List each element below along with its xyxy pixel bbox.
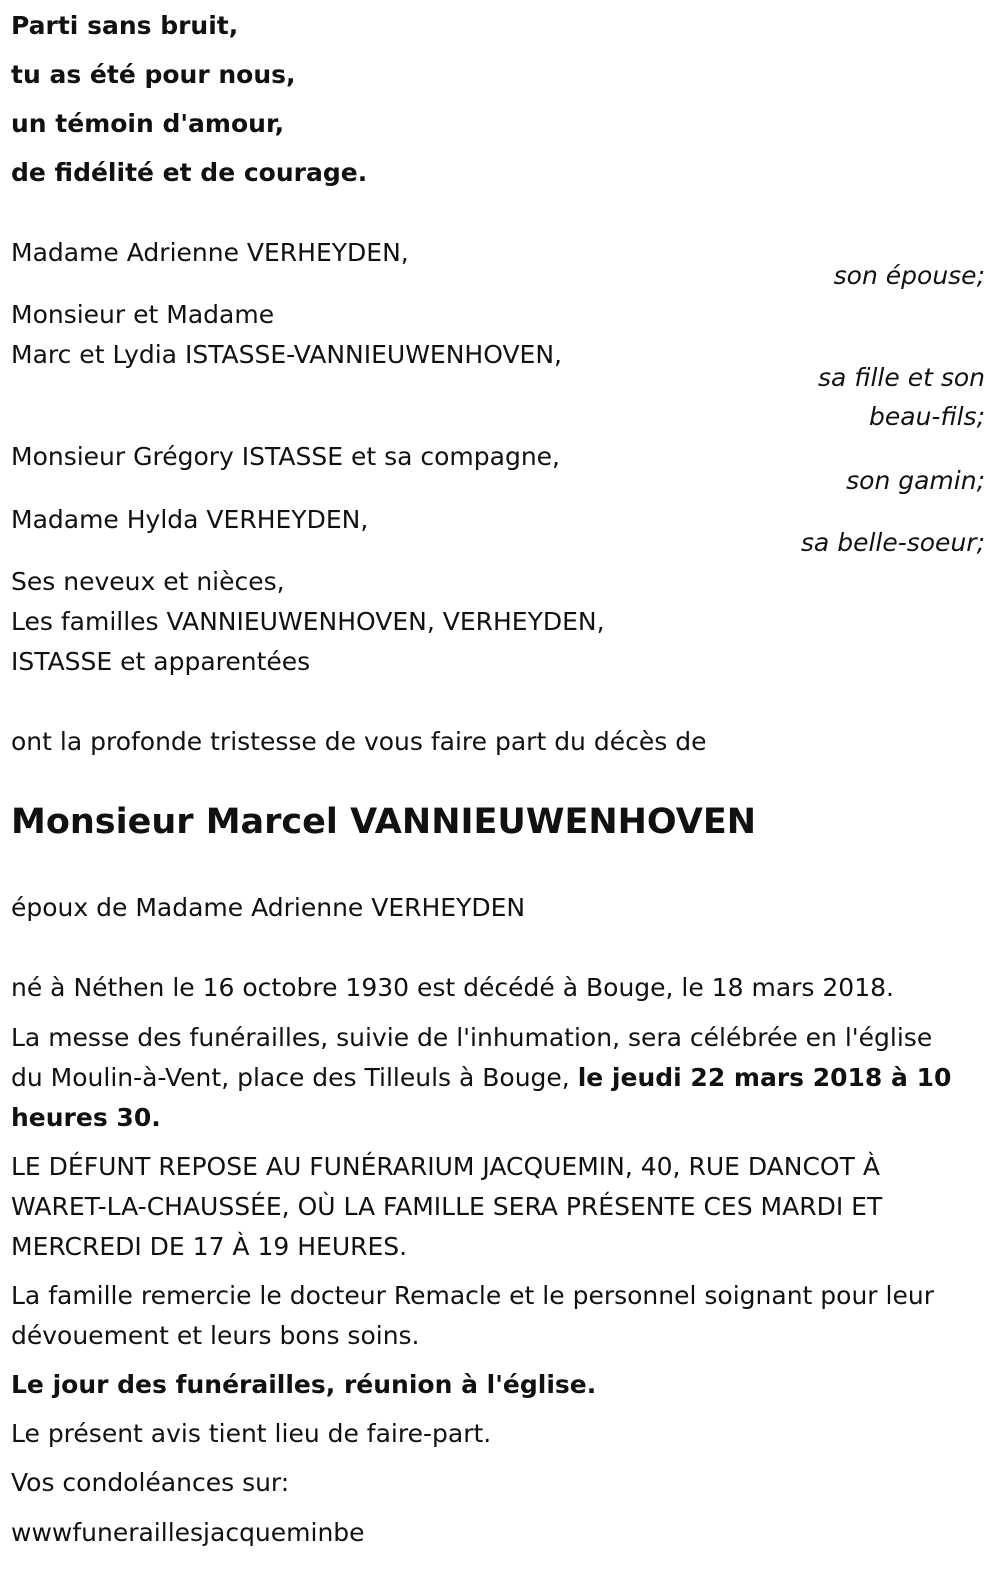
notice-line: Le présent avis tient lieu de faire-part.: [11, 1419, 492, 1448]
family-name-5c: ISTASSE et apparentées: [11, 647, 311, 676]
family-name-4: Madame Hylda VERHEYDEN,: [11, 505, 369, 534]
family-relation-4: sa belle-soeur;: [800, 528, 985, 557]
thanks-paragraph: La famille remercie le docteur Remacle et le personnel soignant pour leur dévouement et leurs bons soins.: [11, 1281, 934, 1350]
family-name-1: Madame Adrienne VERHEYDEN,: [11, 238, 409, 267]
family-name-2b: Marc et Lydia ISTASSE-VANNIEUWENHOVEN,: [11, 340, 562, 369]
spouse-line: époux de Madame Adrienne VERHEYDEN: [11, 893, 526, 922]
announcement-text: ont la profonde tristesse de vous faire part du décès de: [11, 727, 707, 756]
birth-death-line: né à Néthen le 16 octobre 1930 est décédé à Bouge, le 18 mars 2018.: [11, 973, 894, 1002]
family-relation-3: son gamin;: [846, 466, 985, 495]
deceased-name: Monsieur Marcel VANNIEUWENHOVEN: [11, 802, 757, 842]
poem-line-4: de fidélité et de courage.: [11, 158, 368, 187]
funeral-date: le jeudi 22 mars 2018 à 10 heures 30.: [11, 1063, 952, 1132]
funeral-text: La messe des funérailles, suivie de l'inhumation, sera célébrée en l'église du Moulin-à-Vent, place des Tilleuls à Bouge,: [11, 1023, 933, 1092]
family-name-2a: Monsieur et Madame: [11, 300, 275, 329]
family-name-3: Monsieur Grégory ISTASSE et sa compagne,: [11, 442, 560, 471]
condolences-label: Vos condoléances sur:: [11, 1468, 290, 1497]
poem-line-1: Parti sans bruit,: [11, 11, 239, 40]
poem-line-2: tu as été pour nous,: [11, 60, 296, 89]
family-relation-2b: beau-fils;: [869, 402, 985, 431]
repose-paragraph: LE DÉFUNT REPOSE AU FUNÉRARIUM JACQUEMIN, 40, RUE DANCOT À WARET-LA-CHAUSSÉE, OÙ LA FAMILLE SERA PRÉSENTE CES MARDI ET MERCREDI DE 17 À 19 HEURES.: [11, 1152, 883, 1261]
family-name-5b: Les familles VANNIEUWENHOVEN, VERHEYDEN,: [11, 607, 605, 636]
family-relation-2a: sa fille et son: [818, 363, 985, 392]
meeting-line: Le jour des funérailles, réunion à l'église.: [11, 1370, 597, 1399]
family-name-5a: Ses neveux et nièces,: [11, 567, 285, 596]
poem-line-3: un témoin d'amour,: [11, 109, 285, 138]
website-link[interactable]: wwwfuneraillesjacqueminbe: [11, 1518, 365, 1547]
funeral-paragraph: [11, 1018, 971, 1138]
family-relation-1: son épouse;: [833, 261, 985, 290]
